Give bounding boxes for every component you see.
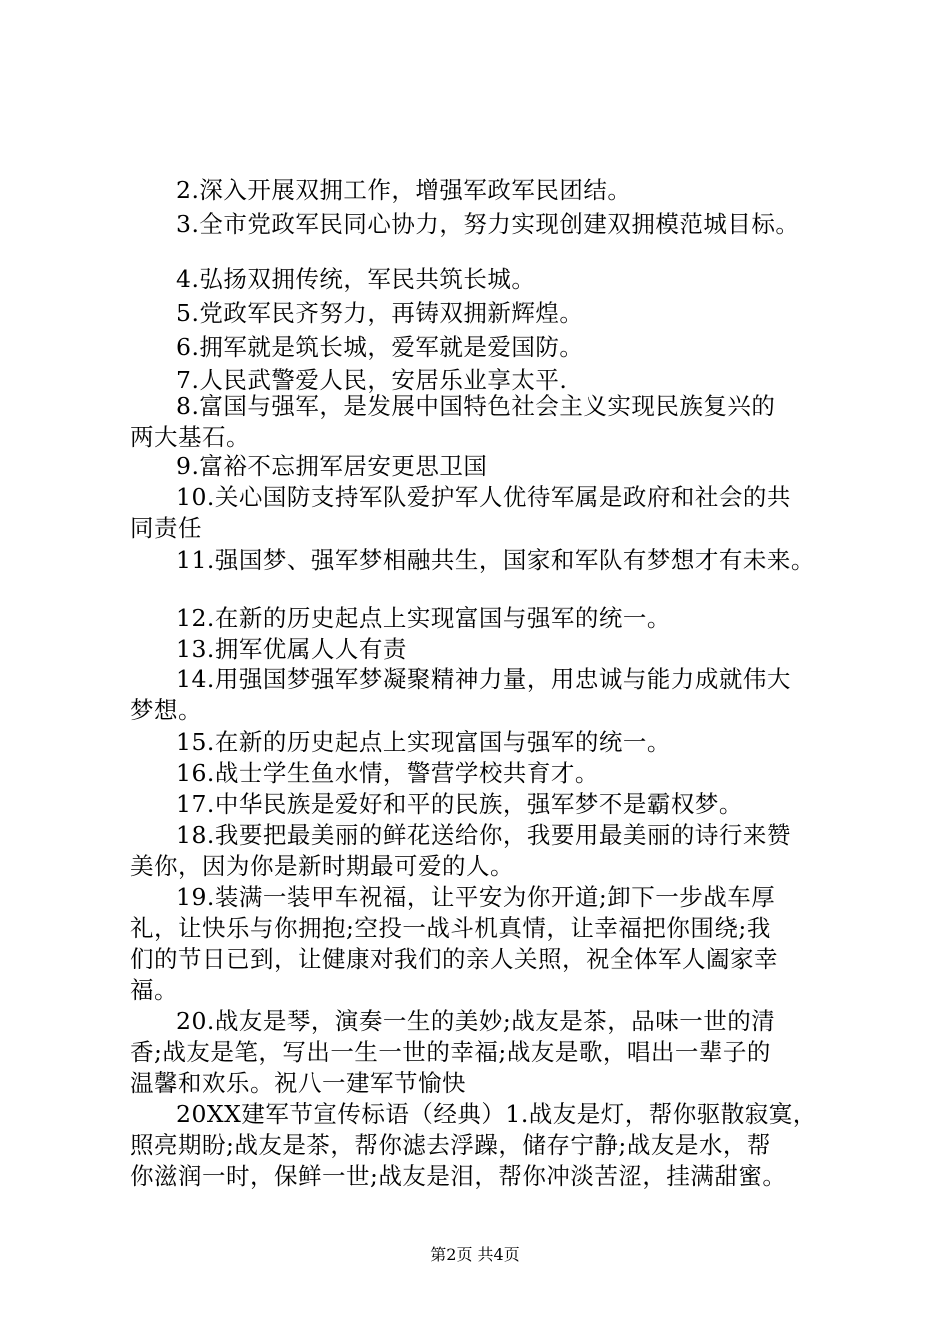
slogan-line-14a: 14.用强国梦强军梦凝聚精神力量，用忠诚与能力成就伟大 [176,665,791,693]
slogan-line-3: 3.全市党政军民同心协力，努力实现创建双拥模范城目标。 [176,210,800,238]
classic-slogan-line-a: 20XX建军节宣传标语（经典）1.战友是灯，帮你驱散寂寞， [176,1100,817,1128]
slogan-line-16: 16.战士学生鱼水情，警营学校共育才。 [176,759,599,787]
slogan-line-13: 13.拥军优属人人有责 [176,635,407,663]
slogan-line-10a: 10.关心国防支持军队爱护军人优待军属是政府和社会的共 [176,483,791,511]
slogan-line-19b: 礼，让快乐与你拥抱;空投一战斗机真情，让幸福把你围绕;我 [130,914,771,942]
slogan-line-7: 7.人民武警爱人民，安居乐业享太平. [176,366,568,394]
slogan-line-8a: 8.富国与强军，是发展中国特色社会主义实现民族复兴的 [176,392,776,420]
slogan-line-17: 17.中华民族是爱好和平的民族，强军梦不是霸权梦。 [176,790,743,818]
slogan-line-4: 4.弘扬双拥传统，军民共筑长城。 [176,265,536,293]
slogan-line-5: 5.党政军民齐努力，再铸双拥新辉煌。 [176,299,584,327]
slogan-line-20a: 20.战友是琴，演奏一生的美妙;战友是茶，品味一世的清 [176,1007,776,1035]
slogan-line-10b: 同责任 [130,514,202,542]
slogan-line-19a: 19.装满一装甲车祝福，让平安为你开道;卸下一步战车厚 [176,883,776,911]
slogan-line-8b: 两大基石。 [130,423,250,451]
classic-slogan-line-b: 照亮期盼;战友是茶，帮你滤去浮躁，储存宁静;战友是水，帮 [130,1131,771,1159]
slogan-line-2: 2.深入开展双拥工作，增强军政军民团结。 [176,176,632,204]
slogan-line-9: 9.富裕不忘拥军居安更思卫国 [176,452,488,480]
slogan-line-20c: 温馨和欢乐。祝八一建军节愉快 [130,1069,466,1097]
slogan-line-15: 15.在新的历史起点上实现富国与强军的统一。 [176,728,671,756]
slogan-line-18b: 美你，因为你是新时期最可爱的人。 [130,852,514,880]
classic-slogan-line-c: 你滋润一时，保鲜一世;战友是泪，帮你冲淡苦涩，挂满甜蜜。 [130,1162,787,1190]
slogan-line-11: 11.强国梦、强军梦相融共生，国家和军队有梦想才有未来。 [176,546,815,574]
slogan-line-12: 12.在新的历史起点上实现富国与强军的统一。 [176,604,671,632]
slogan-line-18a: 18.我要把最美丽的鲜花送给你，我要用最美丽的诗行来赞 [176,821,791,849]
slogan-line-19d: 福。 [130,976,178,1004]
slogan-line-14b: 梦想。 [130,696,202,724]
slogan-line-6: 6.拥军就是筑长城，爱军就是爱国防。 [176,333,584,361]
page-footer: 第2页 共4页 [430,1245,520,1264]
slogan-line-20b: 香;战友是笔，写出一生一世的幸福;战友是歌，唱出一辈子的 [130,1038,771,1066]
slogan-line-19c: 们的节日已到，让健康对我们的亲人关照，祝全体军人阖家幸 [130,945,778,973]
